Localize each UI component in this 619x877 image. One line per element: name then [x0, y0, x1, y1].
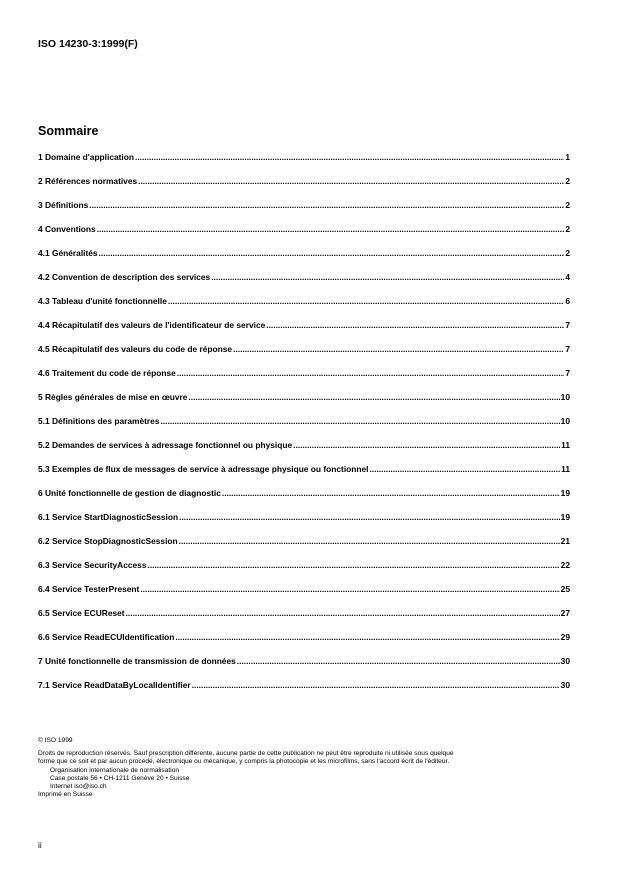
toc-entry-label: 4.3 Tableau d'unité fonctionnelle — [38, 296, 167, 306]
toc-entry[interactable] — [38, 680, 570, 704]
toc-entry-page: 11 — [561, 440, 570, 450]
table-of-contents — [38, 152, 570, 704]
toc-leader-dots — [97, 224, 565, 234]
toc-entry[interactable] — [38, 488, 570, 512]
toc-leader-dots — [211, 272, 564, 282]
toc-entry-page: 30 — [560, 656, 570, 666]
toc-entry-page: 19 — [560, 512, 570, 522]
toc-entry-label: 6.2 Service StopDiagnosticSession — [38, 536, 178, 546]
toc-entry-page: 4 — [565, 272, 570, 282]
toc-entry-page: 6 — [565, 296, 570, 306]
toc-entry-label: 5.2 Demandes de services à adressage fonctionnel ou physique — [38, 440, 293, 450]
toc-entry[interactable] — [38, 296, 570, 320]
toc-entry-label: 7.1 Service ReadDataByLocalIdentifier — [38, 680, 191, 690]
toc-leader-dots — [168, 296, 564, 306]
toc-leader-dots — [160, 416, 559, 426]
toc-entry-page: 2 — [565, 248, 570, 258]
toc-leader-dots — [237, 656, 560, 666]
toc-entry[interactable] — [38, 584, 570, 608]
toc-entry[interactable] — [38, 608, 570, 632]
toc-leader-dots — [89, 200, 564, 210]
toc-entry[interactable] — [38, 512, 570, 536]
toc-entry-page: 1 — [565, 152, 570, 162]
toc-leader-dots — [369, 464, 560, 474]
document-id: ISO 14230-3:1999(F) — [38, 38, 138, 50]
copyright-footer — [38, 737, 578, 799]
toc-entry-label: 3 Définitions — [38, 200, 89, 210]
toc-entry-label: 4.5 Récapitulatif des valeurs du code de réponse — [38, 344, 233, 354]
toc-entry-label: 6 Unité fonctionnelle de gestion de diagnostic — [38, 488, 221, 498]
printed-in: Imprimé en Suisse — [38, 791, 93, 799]
toc-leader-dots — [175, 632, 559, 642]
page-number: ii — [38, 840, 42, 850]
toc-entry-page: 2 — [565, 224, 570, 234]
toc-leader-dots — [222, 488, 560, 498]
postal-address: Case postale 56 • CH-1211 Genève 20 • Suisse — [50, 774, 190, 782]
toc-leader-dots — [99, 248, 565, 258]
toc-entry-page: 2 — [565, 200, 570, 210]
toc-leader-dots — [266, 320, 564, 330]
toc-entry-page: 29 — [560, 632, 570, 642]
toc-entry[interactable] — [38, 536, 570, 560]
toc-entry[interactable] — [38, 176, 570, 200]
toc-entry-label: 6.6 Service ReadECUIdentification — [38, 632, 175, 642]
toc-entry-label: 6.5 Service ECUReset — [38, 608, 125, 618]
toc-leader-dots — [179, 512, 560, 522]
toc-entry-page: 10 — [560, 416, 570, 426]
toc-leader-dots — [138, 176, 564, 186]
toc-entry-page: 22 — [560, 560, 570, 570]
toc-entry-page: 7 — [565, 320, 570, 330]
toc-entry[interactable] — [38, 152, 570, 176]
toc-entry[interactable] — [38, 464, 570, 488]
toc-entry-label: 5.3 Exemples de flux de messages de service à adressage physique ou fonctionnel — [38, 464, 369, 474]
toc-entry[interactable] — [38, 656, 570, 680]
toc-entry-label: 2 Références normatives — [38, 176, 138, 186]
toc-entry[interactable] — [38, 392, 570, 416]
toc-entry[interactable] — [38, 224, 570, 248]
toc-entry-page: 27 — [560, 608, 570, 618]
copyright-line: © ISO 1999 — [38, 737, 73, 744]
rights-line-1: Droits de reproduction réservés. Sauf prescription différente, aucune partie de cette publication ne peut être reproduite ni utilisée sous quelque — [38, 750, 454, 758]
toc-leader-dots — [177, 368, 565, 378]
toc-entry[interactable] — [38, 416, 570, 440]
toc-entry[interactable] — [38, 632, 570, 656]
toc-leader-dots — [140, 584, 559, 594]
toc-entry-page: 10 — [560, 392, 570, 402]
internet-contact: Internet iso@iso.ch — [50, 783, 107, 791]
toc-entry[interactable] — [38, 344, 570, 368]
toc-entry-page: 19 — [560, 488, 570, 498]
toc-entry-label: 6.1 Service StartDiagnosticSession — [38, 512, 179, 522]
toc-leader-dots — [192, 680, 560, 690]
toc-title: Sommaire — [38, 124, 99, 138]
toc-entry-label: 4.2 Convention de description des services — [38, 272, 211, 282]
toc-entry-label: 1 Domaine d'application — [38, 152, 134, 162]
toc-leader-dots — [135, 152, 564, 162]
toc-entry-label: 7 Unité fonctionnelle de transmission de données — [38, 656, 236, 666]
toc-entry-label: 4.1 Généralités — [38, 248, 98, 258]
toc-entry-page: 2 — [565, 176, 570, 186]
toc-entry-page: 7 — [565, 344, 570, 354]
toc-entry-label: 4.6 Traitement du code de réponse — [38, 368, 176, 378]
toc-leader-dots — [126, 608, 560, 618]
toc-entry[interactable] — [38, 272, 570, 296]
toc-leader-dots — [179, 536, 560, 546]
toc-entry-label: 5 Règles générales de mise en œuvre — [38, 392, 188, 402]
toc-entry-label: 6.3 Service SecurityAccess — [38, 560, 147, 570]
toc-leader-dots — [293, 440, 560, 450]
toc-entry-label: 6.4 Service TesterPresent — [38, 584, 140, 594]
toc-entry-label: 4 Conventions — [38, 224, 96, 234]
toc-entry[interactable] — [38, 560, 570, 584]
toc-entry-page: 25 — [560, 584, 570, 594]
toc-entry[interactable] — [38, 440, 570, 464]
toc-leader-dots — [148, 560, 560, 570]
toc-entry-page: 11 — [561, 464, 570, 474]
toc-leader-dots — [188, 392, 559, 402]
toc-entry-page: 21 — [560, 536, 570, 546]
toc-entry[interactable] — [38, 200, 570, 224]
toc-entry-label: 4.4 Récapitulatif des valeurs de l'identificateur de service — [38, 320, 266, 330]
toc-entry-label: 5.1 Définitions des paramètres — [38, 416, 160, 426]
toc-entry-page: 30 — [560, 680, 570, 690]
organisation-name: Organisation internationale de normalisation — [50, 766, 180, 774]
toc-entry[interactable] — [38, 248, 570, 272]
rights-line-2: forme que ce soit et par aucun procédé, électronique ou mécanique, y compris la photocopie et les microfilms, sans l'accord écrit de l'éditeur. — [38, 758, 450, 766]
toc-leader-dots — [233, 344, 564, 354]
toc-entry[interactable] — [38, 368, 570, 392]
toc-entry[interactable] — [38, 320, 570, 344]
toc-entry-page: 7 — [565, 368, 570, 378]
